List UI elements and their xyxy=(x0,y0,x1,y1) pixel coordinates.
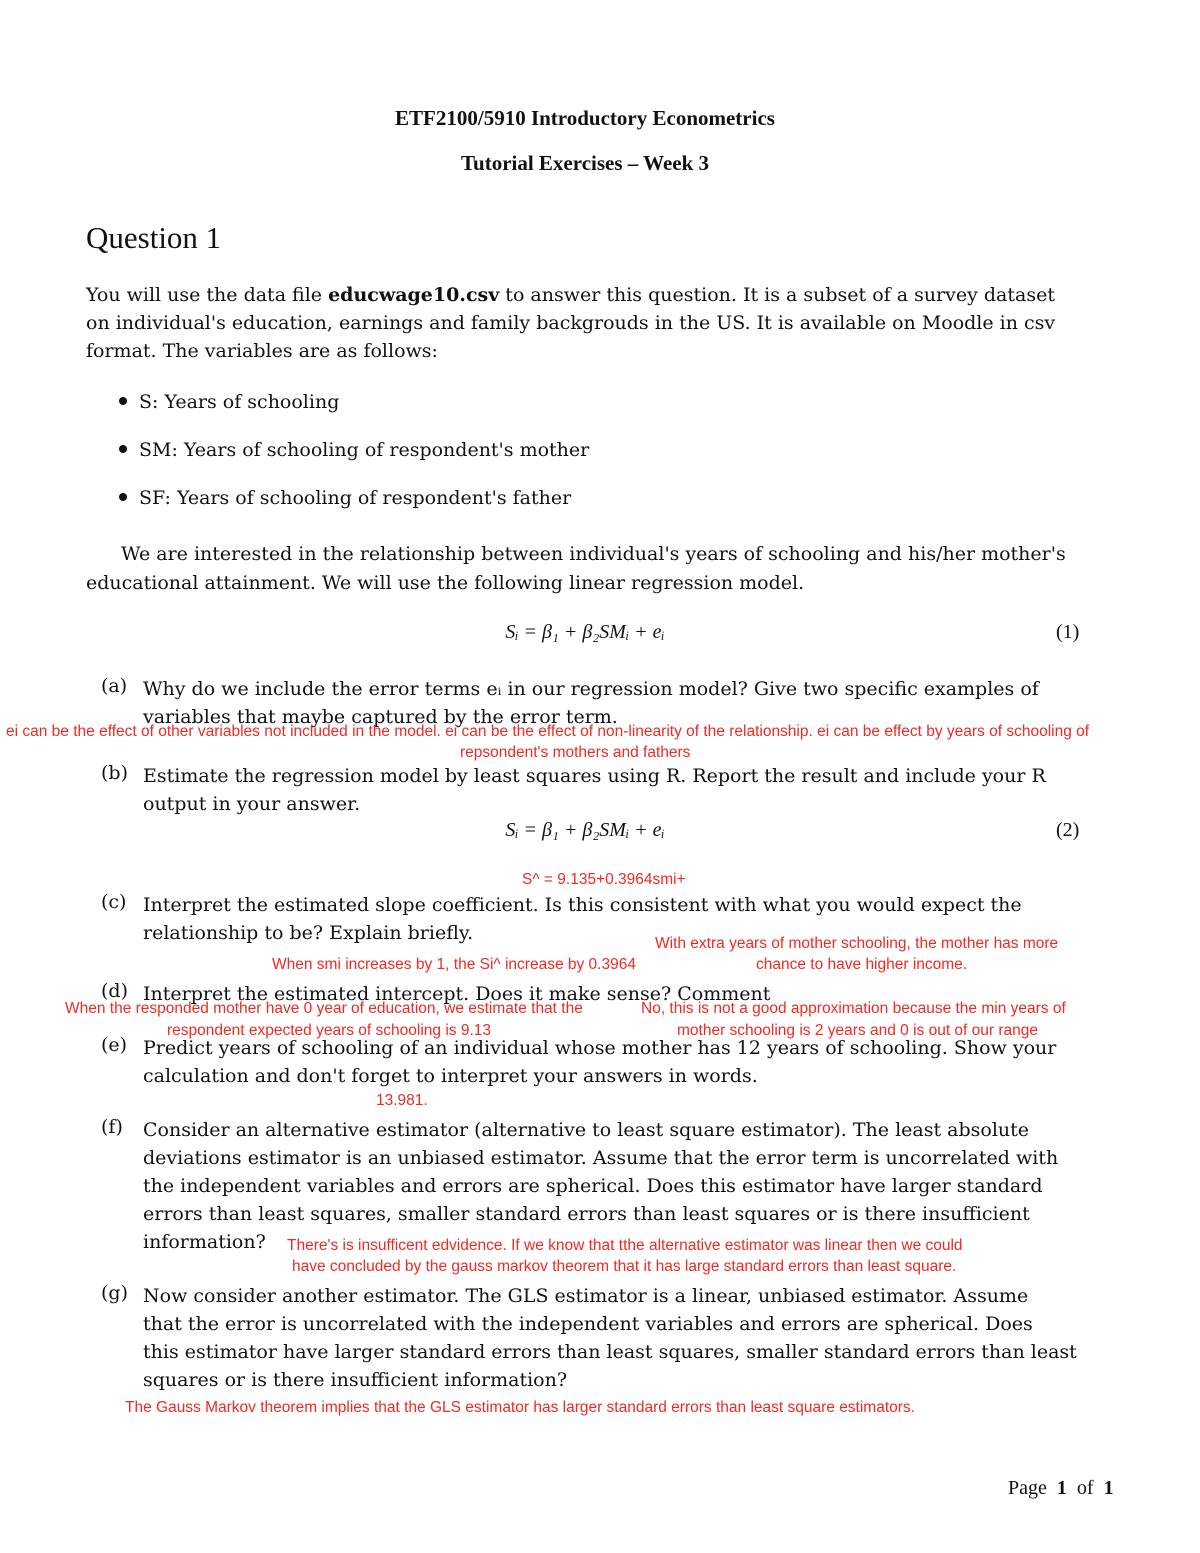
annotation-f-line-1: There's is insufficent edvidence. If we know that tthe alternative estimator was linear then we could xyxy=(287,1237,963,1254)
intro-line-3: format. The variables are as follows: xyxy=(86,340,438,362)
interest-line-2: educational attainment. We will use the following linear regression model. xyxy=(86,572,805,594)
tutorial-subtitle: Tutorial Exercises – Week 3 xyxy=(460,151,710,175)
page-number: 1 xyxy=(1056,1477,1067,1499)
annotation-e: 13.981. xyxy=(376,1092,428,1109)
question-heading: Question 1 xyxy=(86,220,222,255)
part-f-line-4: errors than least squares, smaller standard errors than least squares or is there insufficient xyxy=(143,1203,1030,1225)
annotation-c-right-line-1: With extra years of mother schooling, the mother has more xyxy=(655,935,1059,952)
part-e-line-2: calculation and don't forget to interpret your answers in words. xyxy=(143,1065,758,1087)
annotation-c-left: When smi increases by 1, the Si^ increase by 0.3964 xyxy=(272,956,636,973)
variable-item xyxy=(119,391,339,413)
annotation-d-left-line-2: respondent expected years of schooling is 9.13 xyxy=(167,1022,491,1039)
part-a-line-2: variables that maybe captured by the error term. xyxy=(143,706,618,728)
page-word: Page xyxy=(1008,1477,1047,1499)
part-g-line-3: this estimator have larger standard errors than least squares, smaller standard errors than least xyxy=(143,1341,1077,1363)
part-g-line-4: squares or is there insufficient information? xyxy=(143,1369,568,1391)
equation-text: Sᵢ = β₁ + β₂SMᵢ + eᵢ xyxy=(505,819,665,841)
intro-line-1 xyxy=(86,281,1086,309)
annotation-b: S^ = 9.135+0.3964smi+ xyxy=(522,871,686,888)
regression-equation-2 xyxy=(0,819,1170,842)
part-label: (c) xyxy=(101,891,127,913)
annotation-d-left-line-1: When the responded mother have 0 year of education, we estimate that the xyxy=(65,1000,583,1017)
equation-text: Sᵢ = β₁ + β₂SMᵢ + eᵢ xyxy=(505,621,665,643)
course-title: ETF2100/5910 Introductory Econometrics xyxy=(395,106,775,130)
part-d-line-1: Interpret the estimated intercept. Does it make sense? Comment xyxy=(143,983,771,1005)
interest-line-1: We are interested in the relationship between individual's years of schooling and his/her mother's xyxy=(121,543,1066,565)
part-f-line-2: deviations estimator is an unbiased estimator. Assume that the error term is uncorrelated with xyxy=(143,1147,1059,1169)
part-label: (b) xyxy=(101,762,128,784)
variable-label: SF: Years of schooling of respondent's father xyxy=(139,487,572,509)
annotation-a-line-1: ei can be the effect of other variables not included in the model. ei can be the effect of non-linearity of the relationship. ei can be effect by years of schooling of xyxy=(6,723,1090,740)
annotation-c-right-line-2: chance to have higher income. xyxy=(756,956,968,973)
regression-equation-1 xyxy=(0,621,1170,644)
part-label: (g) xyxy=(101,1282,128,1304)
part-label: (a) xyxy=(101,675,128,697)
part-g-line-2: that the error is uncorrelated with the independent variables and errors are spherical. Does xyxy=(143,1313,1033,1335)
annotation-a-line-2: repsondent's mothers and fathers xyxy=(460,744,691,761)
page-footer xyxy=(1008,1477,1114,1500)
part-c-line-1: Interpret the estimated slope coefficient. Is this consistent with what you would expect the xyxy=(143,894,1022,916)
annotation-d-right-line-2: mother schooling is 2 years and 0 is out of our range xyxy=(677,1022,1039,1039)
part-a-line-1: Why do we include the error terms eᵢ in our regression model? Give two specific examples of xyxy=(143,678,1039,700)
part-b-line-1: Estimate the regression model by least squares using R. Report the result and include your R xyxy=(143,765,1046,787)
equation-number-2: (2) xyxy=(1056,819,1080,841)
part-f-line-3: the independent variables and errors are spherical. Does this estimator have larger standard xyxy=(143,1175,1043,1197)
bullet-icon xyxy=(119,445,127,453)
part-label: (e) xyxy=(101,1034,128,1056)
part-e-line-1: Predict years of schooling of an individual whose mother has 12 years of schooling. Show your xyxy=(143,1037,1057,1059)
bullet-icon xyxy=(119,397,127,405)
variable-label: S: Years of schooling xyxy=(139,391,340,413)
part-c-line-2: relationship to be? Explain briefly. xyxy=(143,922,474,944)
data-file-name: educwage10.csv xyxy=(328,284,500,306)
equation-number-1: (1) xyxy=(1056,621,1080,643)
part-b-line-2: output in your answer. xyxy=(143,793,361,815)
bullet-icon xyxy=(119,493,127,501)
page-total: 1 xyxy=(1103,1477,1114,1499)
of-word: of xyxy=(1076,1477,1094,1499)
part-label: (f) xyxy=(101,1116,123,1138)
part-f-line-5: information? xyxy=(143,1231,266,1253)
part-label: (d) xyxy=(101,980,128,1002)
variable-item xyxy=(119,439,589,461)
intro-pre: You will use the data file xyxy=(86,284,329,306)
part-f-line-1: Consider an alternative estimator (alternative to least square estimator). The least absolute xyxy=(143,1119,1030,1141)
annotation-d-right-line-1: No, this is not a good approximation because the min years of xyxy=(641,1000,1066,1017)
variable-item xyxy=(119,487,571,509)
annotation-g: The Gauss Markov theorem implies that the GLS estimator has larger standard errors than least square estimators. xyxy=(125,1399,915,1416)
variable-label: SM: Years of schooling of respondent's mother xyxy=(139,439,590,461)
intro-line-2: on individual's education, earnings and family backgrouds in the US. It is available on Moodle in csv xyxy=(86,312,1056,334)
part-g-line-1: Now consider another estimator. The GLS estimator is a linear, unbiased estimator. Assume xyxy=(143,1285,1029,1307)
intro-post: to answer this question. It is a subset of a survey dataset xyxy=(499,284,1055,306)
annotation-f-line-2: have concluded by the gauss markov theorem that it has large standard errors than least square. xyxy=(292,1258,957,1275)
